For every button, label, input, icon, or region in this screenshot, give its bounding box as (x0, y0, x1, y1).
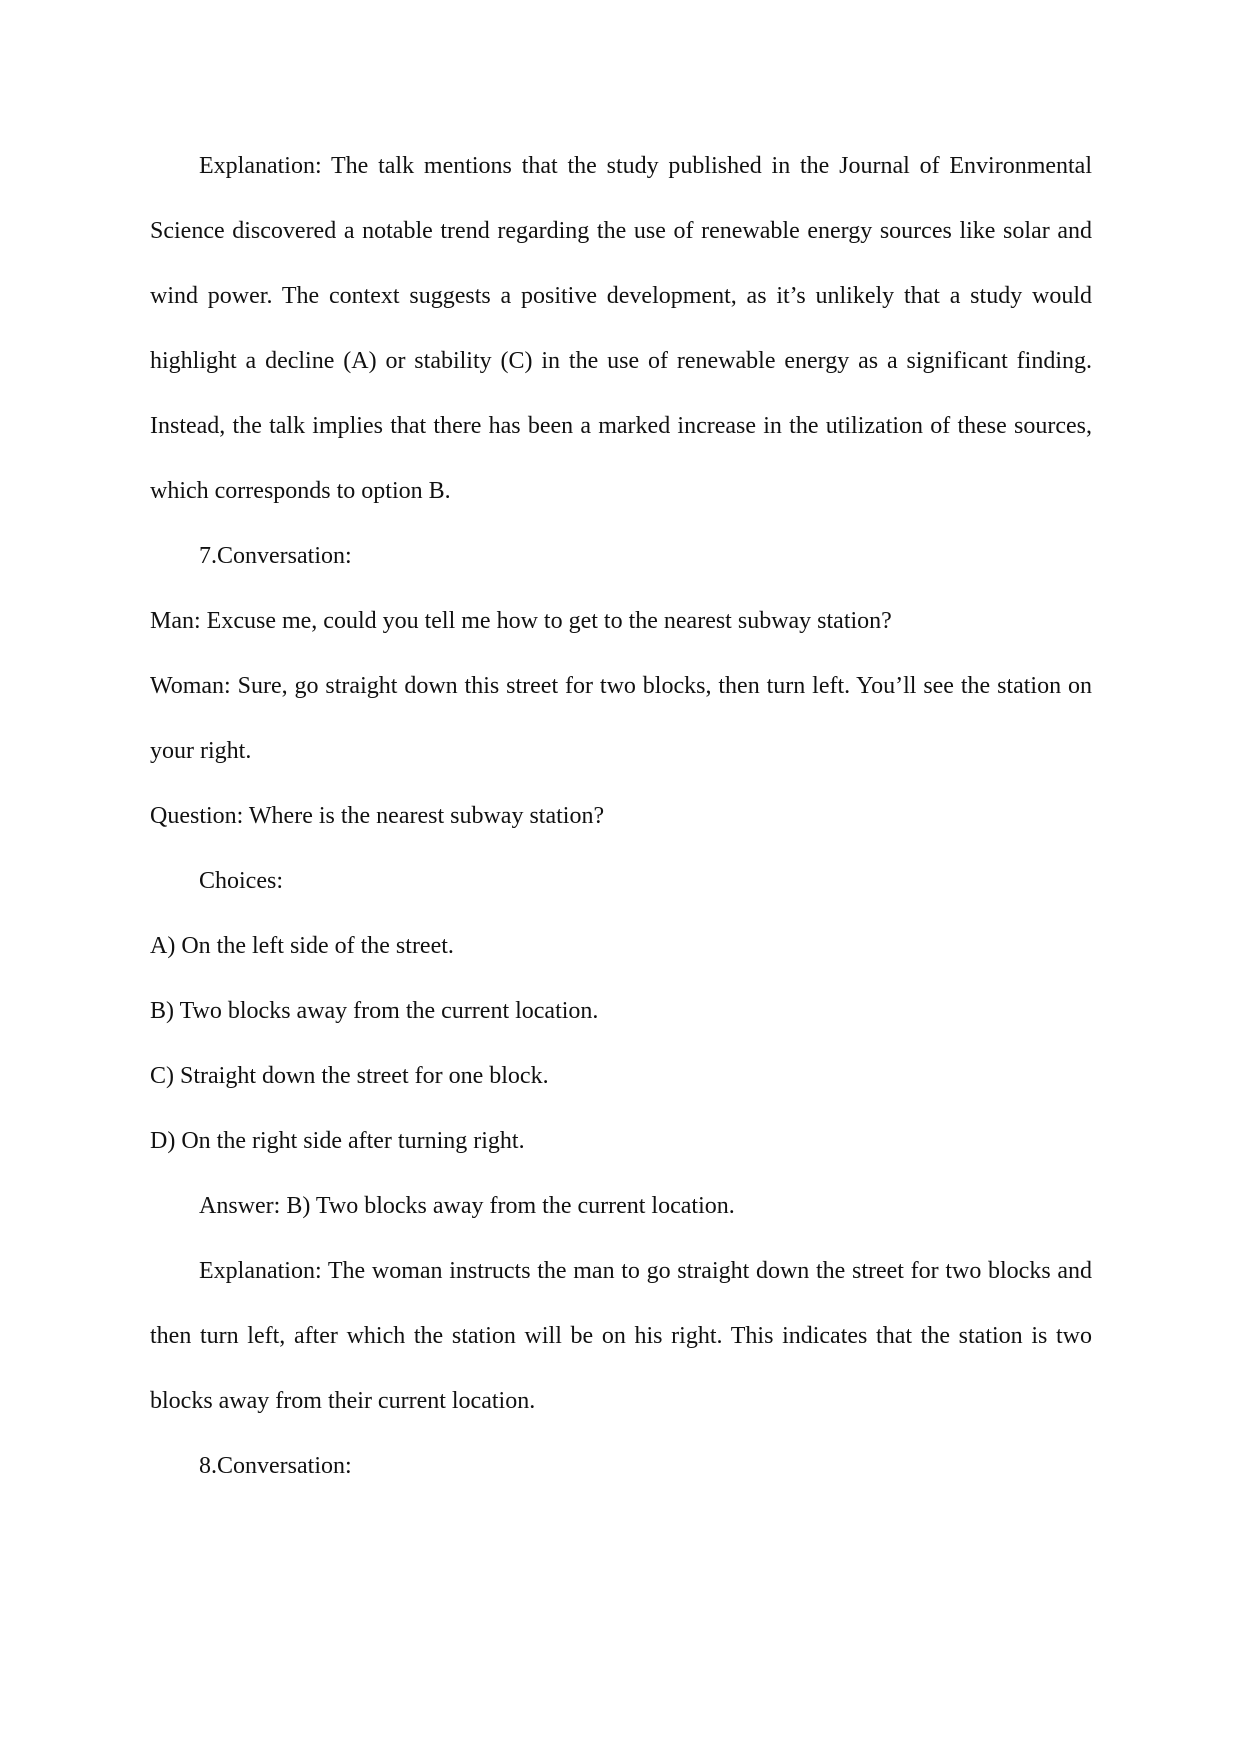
woman-line: Woman: Sure, go straight down this street for two blocks, then turn left. You’ll see the station on your right. (150, 673, 1092, 764)
choice-d: D) On the right side after turning right. (150, 1128, 525, 1154)
answer-line: Answer: B) Two blocks away from the current location. (199, 1193, 735, 1219)
explanation-paragraph-6: Explanation: The talk mentions that the study published in the Journal of Environmental Science discovered a notable trend regarding the use of renewable energy sources like solar and wind power. The context suggests a positive development, as it’s unlikely that a study would highlight a decline (A) or stability (C) in the use of renewable energy as a significant finding. Instead, the talk implies that there has been a marked increase in the utilization of these sources, which corresponds to option B. (150, 153, 1092, 504)
choice-b: B) Two blocks away from the current location. (150, 998, 599, 1024)
document-body (150, 134, 1092, 1499)
choices-label: Choices: (199, 868, 283, 894)
man-line: Man: Excuse me, could you tell me how to get to the nearest subway station? (150, 608, 892, 634)
question-line: Question: Where is the nearest subway station? (150, 803, 605, 829)
choice-c: C) Straight down the street for one block. (150, 1063, 549, 1089)
explanation-paragraph-7: Explanation: The woman instructs the man to go straight down the street for two blocks and then turn left, after which the station will be on his right. This indicates that the station is two blocks away from their current location. (150, 1258, 1092, 1414)
question-7-heading: 7.Conversation: (199, 543, 352, 569)
choice-a: A) On the left side of the street. (150, 933, 454, 959)
question-8-heading: 8.Conversation: (199, 1453, 352, 1479)
